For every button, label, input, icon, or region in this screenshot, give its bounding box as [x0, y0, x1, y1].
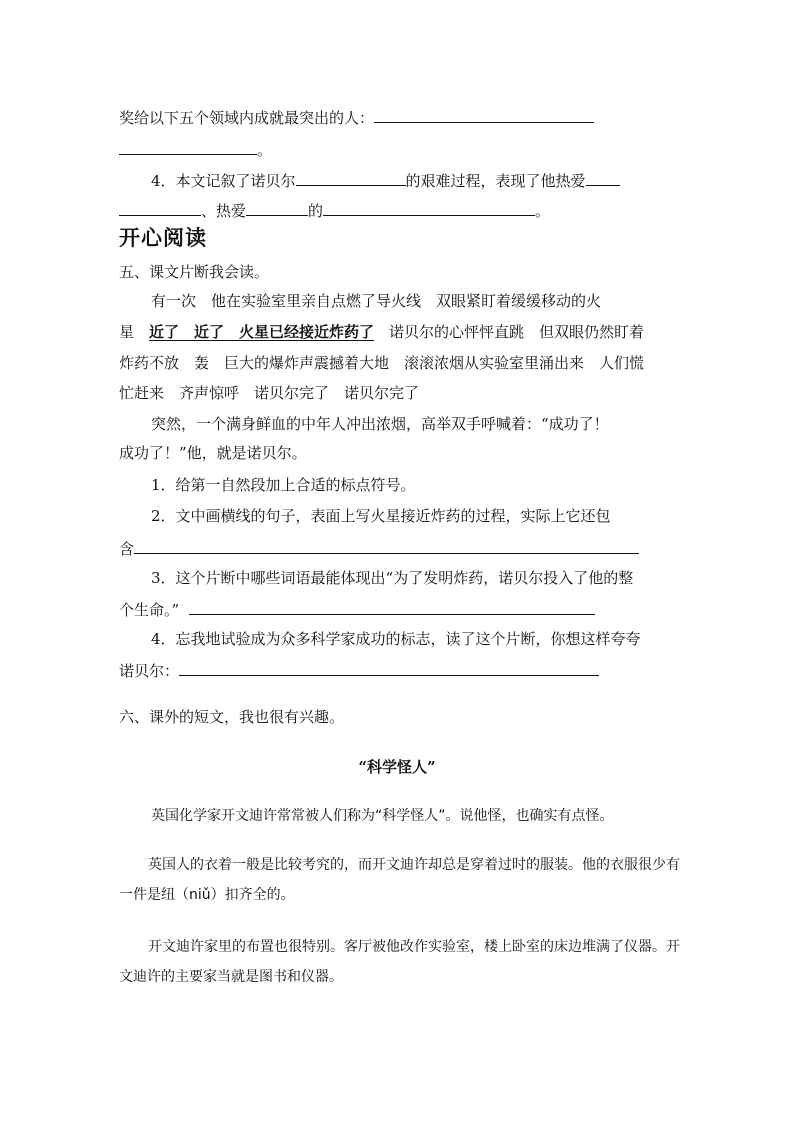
- section5-heading: 五、课文片断我会读。: [119, 263, 270, 281]
- q3-continuation-line-2: 。: [119, 138, 272, 160]
- question-2-answer-line: 含: [119, 537, 639, 559]
- question-1: 1．给第一自然段加上合适的标点符号。: [151, 476, 416, 494]
- answer-blank[interactable]: [189, 598, 595, 615]
- article-paragraph: 一件是纽（niǔ）扣齐全的。: [119, 887, 295, 903]
- section-title: 开心阅读: [119, 226, 207, 250]
- q3-continuation-text: 奖给以下五个领域内成就最突出的人：: [119, 109, 375, 127]
- answer-blank[interactable]: [134, 537, 639, 554]
- answer-blank[interactable]: [296, 169, 406, 186]
- underlined-sentence: 近了 近了 火星已经接近炸药了: [149, 323, 375, 341]
- q4-line-1: 4．本文记叙了诺贝尔 的艰难过程，表现了他热爱: [151, 169, 620, 191]
- article-paragraph: 英国人的衣着一般是比较考究的，而开文迪许却总是穿着过时的服装。他的衣服很少有: [148, 857, 680, 873]
- article-paragraph: 文迪许的主要家当就是图书和仪器。: [119, 969, 343, 985]
- question-2: 2．文中画横线的句子，表面上写火星接近炸药的过程，实际上它还包: [151, 507, 611, 525]
- article-title: “科学怪人”: [358, 758, 436, 776]
- question-4-answer-line: 诺贝尔：: [119, 659, 599, 681]
- article-paragraph: 英国化学家开文迪许常常被人们称为“科学怪人”。说他怪，也确实有点怪。: [151, 808, 614, 824]
- passage-line: 忙赶来 齐声惊呼 诺贝尔完了 诺贝尔完了: [119, 384, 420, 402]
- answer-blank[interactable]: [119, 199, 201, 216]
- answer-blank[interactable]: [374, 106, 594, 123]
- article-paragraph: 开文迪许家里的布置也很特别。客厅被他改作实验室，楼上卧室的床边堆满了仪器。开: [148, 939, 680, 955]
- passage-line: 炸药不放 轰 巨大的爆炸声震撼着大地 滚滚浓烟从实验室里涌出来 人们慌: [119, 354, 645, 372]
- passage-line: 星 近了 近了 火星已经接近炸药了 诺贝尔的心怦怦直跳 但双眼仍然盯着: [119, 323, 645, 341]
- passage-line: 有一次 他在实验室里亲自点燃了导火线 双眼紧盯着缓缓移动的火: [151, 292, 602, 310]
- question-4: 4．忘我地试验成为众多科学家成功的标志，读了这个片断，你想这样夸夸: [151, 630, 641, 648]
- question-3-answer-line: 个生命。”: [119, 598, 595, 620]
- passage-line: 成功了！”他，就是诺贝尔。: [119, 444, 307, 462]
- answer-blank[interactable]: [246, 199, 308, 216]
- q4-line-2: 、热爱 的 。: [119, 199, 550, 221]
- passage-line: 突然，一个满身鲜血的中年人冲出浓烟，高举双手呼喊着：“成功了！: [151, 415, 609, 433]
- answer-blank[interactable]: [179, 659, 599, 676]
- answer-blank[interactable]: [586, 169, 620, 186]
- question-3: 3．这个片断中哪些词语最能体现出“为了发明炸药，诺贝尔投入了他的整: [151, 569, 634, 587]
- answer-blank[interactable]: [323, 199, 535, 216]
- q3-continuation-line: [119, 106, 594, 128]
- section6-heading: 六、课外的短文，我也很有兴趣。: [119, 708, 345, 726]
- answer-blank[interactable]: [119, 138, 257, 155]
